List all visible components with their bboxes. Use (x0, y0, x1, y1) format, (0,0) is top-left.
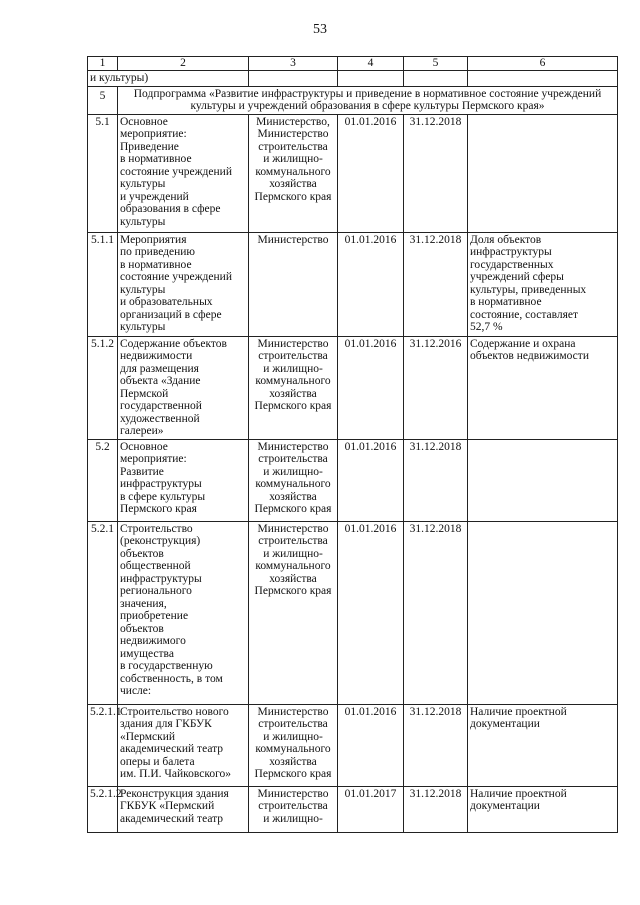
expected-result: Наличие проектной документации (470, 705, 567, 730)
continuation-text: и культуры) (90, 72, 149, 84)
row-number-cell (88, 521, 118, 704)
start-date-cell (338, 521, 404, 704)
header-row (88, 57, 618, 71)
table-row (88, 439, 618, 521)
measure-name: Содержание объектов недвижимости для размещения объекта «Здание Пермской государственной художественной галереи» (120, 337, 227, 437)
end-date-cell (404, 704, 468, 786)
expected-result: Наличие проектной документации (470, 787, 567, 812)
executor-cell (249, 786, 338, 832)
row-number: 5.2 (95, 440, 110, 453)
continuation-row (88, 71, 618, 87)
measure-name-cell (118, 786, 249, 832)
start-date: 01.01.2017 (344, 787, 397, 800)
table-row (88, 521, 618, 704)
executor-cell (249, 521, 338, 704)
start-date: 01.01.2016 (344, 337, 397, 350)
start-date: 01.01.2016 (344, 440, 397, 453)
start-date-cell (338, 704, 404, 786)
executor: Министерство (257, 233, 329, 246)
expected-result: Содержание и охрана объектов недвижимости (470, 337, 589, 362)
measure-name-cell (118, 336, 249, 439)
executor: Министерство строительства и жилищно- коммунального хозяйства Пермского края (254, 522, 332, 597)
measure-name-cell (118, 232, 249, 336)
empty-cell (468, 71, 618, 87)
table-row (88, 232, 618, 336)
executor: Министерство строительства и жилищно- коммунального хозяйства Пермского края (254, 705, 332, 780)
row-number: 5.2.1.2 (90, 787, 122, 800)
header-cell-5: 5 (404, 57, 468, 71)
table-row (88, 114, 618, 232)
row-number-cell (88, 114, 118, 232)
expected-result-cell (468, 704, 618, 786)
end-date-cell (404, 786, 468, 832)
table-row (88, 704, 618, 786)
end-date: 31.12.2018 (409, 115, 462, 128)
measure-name: Строительство нового здания для ГКБУК «Пермский академический театр оперы и балета им. П.И. Чайковского» (120, 705, 232, 780)
end-date-cell (404, 439, 468, 521)
measure-name: Основное мероприятие: Развитие инфраструктуры в сфере культуры Пермского края (120, 440, 206, 515)
end-date-cell (404, 114, 468, 232)
measure-name: Мероприятия по приведению в нормативное состояние учреждений культуры и образовательных организаций в сфере культуры (120, 233, 232, 333)
executor-cell (249, 232, 338, 336)
row-number: 5.2.1.1 (90, 705, 122, 718)
start-date: 01.01.2016 (344, 705, 397, 718)
row-number: 5.1 (95, 115, 110, 128)
start-date-cell (338, 232, 404, 336)
row-number-cell (88, 232, 118, 336)
start-date-cell (338, 439, 404, 521)
row-number: 5.2.1 (91, 522, 114, 535)
row-number-cell (88, 704, 122, 786)
end-date-cell (404, 521, 468, 704)
expected-result-cell (468, 521, 618, 704)
row-number-cell (88, 439, 118, 521)
subprogram-title: Подпрограмма «Развитие инфраструктуры и приведение в нормативное состояние учреждений культуры и учреждений образования в сфере культуры Пермского края» (118, 86, 618, 114)
measure-name: Реконструкция здания ГКБУК «Пермский академический театр (120, 787, 229, 825)
measure-name: Основное мероприятие: Приведение в нормативное состояние учреждений культуры и учреждений образования в сфере культуры (120, 115, 232, 228)
end-date: 31.12.2018 (409, 705, 462, 718)
row-number-cell (88, 786, 122, 832)
executor: Министерство строительства и жилищно- (257, 787, 329, 825)
end-date: 31.12.2018 (409, 233, 462, 246)
start-date: 01.01.2016 (344, 233, 397, 246)
end-date-cell (404, 336, 468, 439)
end-date: 31.12.2018 (409, 440, 462, 453)
measure-name: Строительство (реконструкция) объектов общественной инфраструктуры регионального значения, приобретение объектов недвижимого имущества в государственную собственность, в том числе: (120, 522, 223, 697)
start-date-cell (338, 336, 404, 439)
header-cell-6: 6 (468, 57, 618, 71)
start-date-cell (338, 786, 404, 832)
continuation-cell (88, 71, 249, 87)
executor: Министерство строительства и жилищно- коммунального хозяйства Пермского края (254, 440, 332, 515)
empty-cell (404, 71, 468, 87)
measure-name-cell (118, 439, 249, 521)
executor: Министерство, Министерство строительства и жилищно- коммунального хозяйства Пермского края (254, 115, 332, 203)
measures-table (87, 56, 618, 833)
start-date-cell (338, 114, 404, 232)
empty-cell (338, 71, 404, 87)
measure-name-cell (118, 114, 249, 232)
table-row (88, 786, 618, 832)
end-date: 31.12.2018 (409, 522, 462, 535)
measure-name-cell (118, 704, 249, 786)
end-date: 31.12.2016 (409, 337, 462, 350)
empty-cell (249, 71, 338, 87)
start-date: 01.01.2016 (344, 115, 397, 128)
row-number-cell (88, 336, 118, 439)
subprogram-row (88, 86, 618, 114)
expected-result-cell (468, 232, 618, 336)
expected-result-cell (468, 439, 618, 521)
end-date: 31.12.2018 (409, 787, 462, 800)
page-number: 53 (313, 22, 327, 37)
header-cell-1: 1 (88, 57, 118, 71)
row-number: 5.1.1 (91, 233, 114, 246)
expected-result-cell (468, 336, 618, 439)
executor: Министерство строительства и жилищно- коммунального хозяйства Пермского края (254, 337, 332, 412)
executor-cell (249, 439, 338, 521)
measure-name-cell (118, 521, 249, 704)
expected-result: Доля объектов инфраструктуры государственных учреждений сферы культуры, приведенных в нормативное состояние, составляет 52,7 % (470, 233, 587, 333)
expected-result-cell (468, 786, 618, 832)
header-cell-3: 3 (249, 57, 338, 71)
start-date: 01.01.2016 (344, 522, 397, 535)
executor-cell (249, 114, 338, 232)
executor-cell (249, 704, 338, 786)
table-row (88, 336, 618, 439)
executor-cell (249, 336, 338, 439)
end-date-cell (404, 232, 468, 336)
row-number: 5.1.2 (91, 337, 114, 350)
subprogram-number: 5 (88, 86, 118, 114)
header-cell-4: 4 (338, 57, 404, 71)
header-cell-2: 2 (118, 57, 249, 71)
expected-result-cell (468, 114, 618, 232)
